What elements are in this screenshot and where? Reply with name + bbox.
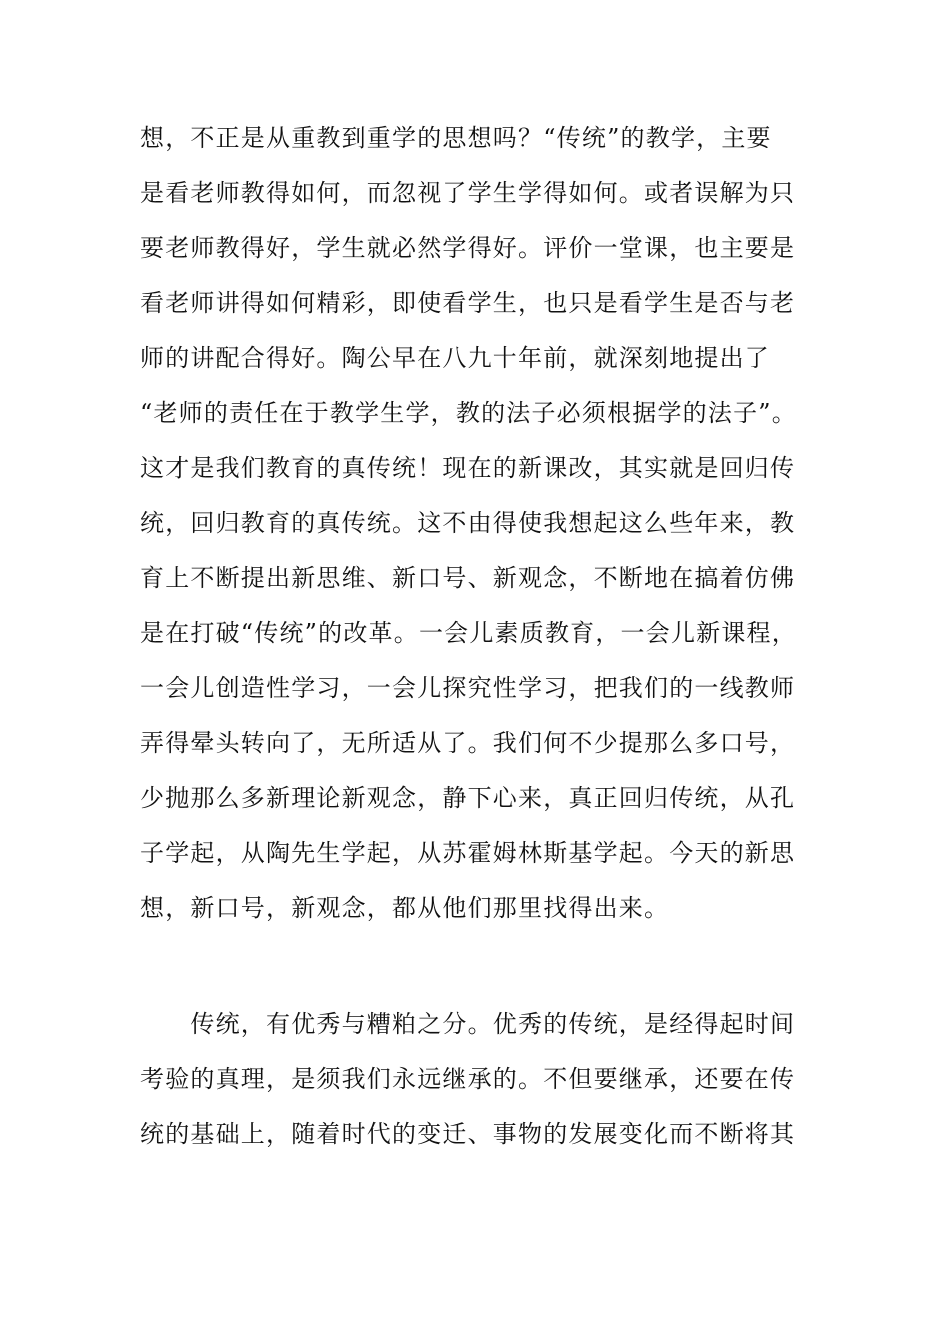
text-line: 想，不正是从重教到重学的思想吗？“传统”的教学，主要 (140, 124, 772, 152)
paragraph-start-line: 传统，有优秀与糟粕之分。优秀的传统，是经得起时间 (140, 1010, 796, 1038)
text-line: 师的讲配合得好。陶公早在八九十年前，就深刻地提出了 (140, 344, 770, 372)
text-line: 子学起，从陶先生学起，从苏霍姆林斯基学起。今天的新思 (140, 839, 796, 867)
text-line: 是在打破“传统”的改革。一会儿素质教育，一会儿新课程， (140, 619, 797, 647)
text-line: 弄得晕头转向了，无所适从了。我们何不少提那么多口号， (140, 729, 796, 757)
text-line: 一会儿创造性学习，一会儿探究性学习，把我们的一线教师 (140, 674, 796, 702)
text-line: 育上不断提出新思维、新口号、新观念，不断地在搞着仿佛 (140, 564, 796, 592)
text-line: 想，新口号，新观念，都从他们那里找得出来。 (140, 894, 670, 922)
text-line: 看老师讲得如何精彩，即使看学生，也只是看学生是否与老 (140, 289, 796, 317)
text-line: 是看老师教得如何，而忽视了学生学得如何。或者误解为只 (140, 179, 796, 207)
text-line: 统，回归教育的真传统。这不由得使我想起这么些年来，教 (140, 509, 796, 537)
text-line: 少抛那么多新理论新观念，静下心来，真正回归传统，从孔 (140, 784, 796, 812)
text-line: 这才是我们教育的真传统！现在的新课改，其实就是回归传 (140, 454, 796, 482)
text-line: 要老师教得好，学生就必然学得好。评价一堂课，也主要是 (140, 234, 796, 262)
text-line: “老师的责任在于教学生学，教的法子必须根据学的法子”。 (140, 399, 797, 427)
text-line: 统的基础上，随着时代的变迁、事物的发展变化而不断将其 (140, 1120, 796, 1148)
text-line: 考验的真理，是须我们永远继承的。不但要继承，还要在传 (140, 1065, 796, 1093)
